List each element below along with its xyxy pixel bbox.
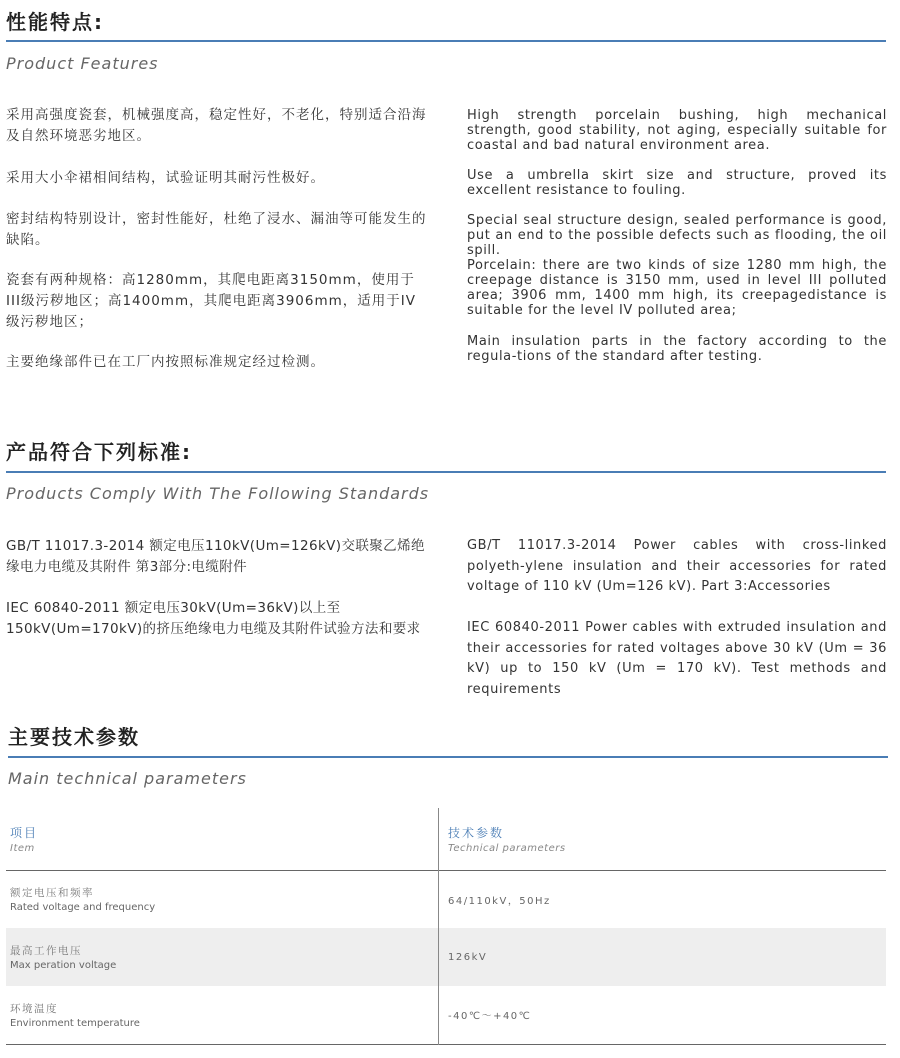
- features-en-item: Porcelain: there are two kinds of size 1280 mm high, the creepage distance is 3150 mm, used in level III polluted area; 3906 mm, 1400 mm high, its creepagedistance is suitable for the level IV polluted area;: [467, 258, 887, 318]
- row-label-cell: [6, 870, 439, 928]
- row-label-cn: 环境温度: [10, 1002, 58, 1015]
- features-divider: [6, 40, 886, 42]
- header-item-cell: [6, 808, 439, 870]
- params-title-en: Main technical parameters: [8, 769, 247, 788]
- features-title-en: Product Features: [6, 54, 159, 73]
- row-label-cn: 额定电压和频率: [10, 887, 94, 900]
- standards-title-en: Products Comply With The Following Standards: [6, 484, 430, 503]
- header-item-cn: 项目: [10, 825, 39, 840]
- features-en-item: High strength porcelain bushing, high mechanical strength, good stability, not aging, especially suitable for coastal and bad natural environment area.: [467, 108, 887, 153]
- standards-title-cn: 产品符合下列标准:: [6, 440, 192, 464]
- features-en-item: Special seal structure design, sealed performance is good, put an end to the possible defects such as flooding, the oil spill.: [467, 213, 887, 258]
- standard-en-item: IEC 60840-2011 Power cables with extruded insulation and their accessories for rated voltages above 30 kV (Um = 36 kV) up to 150 kV (Um = 170 kV). Test methods and requirements: [467, 620, 887, 697]
- standard-cn-item: GB/T 11017.3-2014 额定电压110kV(Um=126kV)交联聚乙烯绝缘电力电缆及其附件 第3部分:电缆附件: [6, 538, 425, 575]
- table-row: [6, 928, 886, 986]
- features-en-item: Main insulation parts in the factory according to the regula-tions of the standard after testing.: [467, 334, 887, 364]
- row-label-cn: 最高工作电压: [10, 945, 82, 957]
- row-label-cell: [6, 986, 439, 1044]
- row-value: -40℃～+40℃: [448, 1011, 532, 1023]
- table-row: [6, 986, 886, 1044]
- features-cn-item: 瓷套有两种规格：高1280mm，其爬电距离3150mm，使用于III级污秽地区；高1400mm，其爬电距离3906mm，适用于IV级污秽地区；: [6, 272, 416, 330]
- features-cn-item: 采用大小伞裙相间结构，试验证明其耐污性极好。: [6, 170, 325, 186]
- features-cn-item: 主要绝缘部件已在工厂内按照标准规定经过检测。: [6, 354, 325, 370]
- table-row: [6, 870, 886, 928]
- row-label-en: Rated voltage and frequency: [10, 902, 156, 914]
- params-table-header: [6, 808, 886, 870]
- row-value: 64/110kV，50Hz: [448, 895, 551, 907]
- standard-cn-item: IEC 60840-2011 额定电压30kV(Um=36kV)以上至150kV(Um=170kV)的挤压绝缘电力电缆及其附件试验方法和要求: [6, 600, 421, 637]
- header-item-en: Item: [10, 842, 35, 854]
- row-value: 126kV: [439, 928, 887, 986]
- features-title-cn: 性能特点:: [6, 10, 104, 34]
- params-title-cn: 主要技术参数: [8, 725, 140, 749]
- features-cn-item: 密封结构特别设计，密封性能好，杜绝了浸水、漏油等可能发生的缺陷。: [6, 211, 427, 248]
- header-value-cn: 技术参数: [448, 825, 505, 840]
- header-value-en: Technical parameters: [448, 842, 566, 854]
- features-en-item: Use a umbrella skirt size and structure, proved its excellent resistance to fouling.: [467, 168, 887, 198]
- standard-en-item: GB/T 11017.3-2014 Power cables with cross-linked polyeth-ylene insulation and their accessories for rated voltage of 110 kV (Um=126 kV). Part 3:Accessories: [467, 538, 887, 594]
- standards-divider: [6, 471, 886, 473]
- row-label-cell: [6, 928, 439, 986]
- params-table: [6, 808, 886, 1045]
- header-value-cell: [439, 808, 887, 870]
- features-cn-item: 采用高强度瓷套，机械强度高，稳定性好，不老化，特别适合沿海及自然环境恶劣地区。: [6, 107, 427, 144]
- params-divider: [8, 756, 888, 758]
- row-label-en: Max peration voltage: [10, 960, 117, 971]
- row-label-en: Environment temperature: [10, 1017, 140, 1029]
